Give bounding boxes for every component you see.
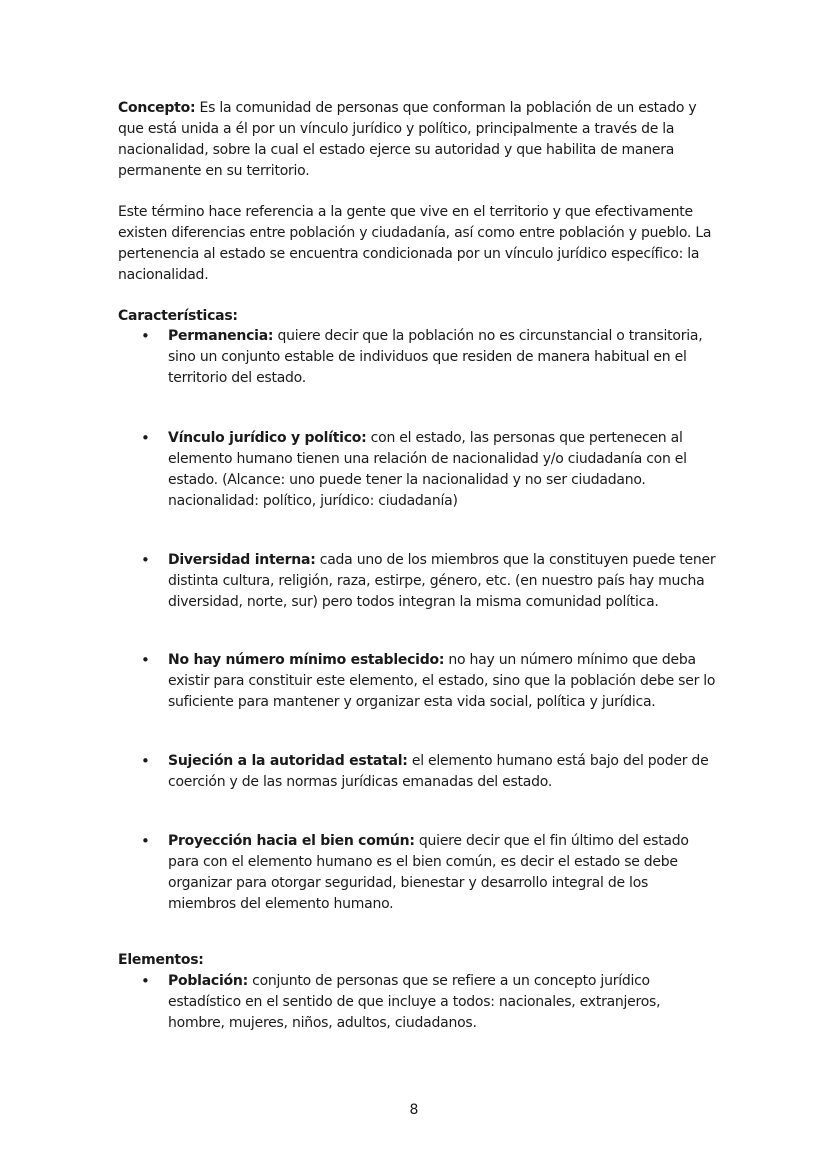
list-item-description: quiere decir que el fin último del estado para con el elemento humano es el bien común, es decir el estado se debe organizar para otorgar seguridad, bienestar y desarrollo integral de los miembros del elemento humano.	[168, 833, 689, 912]
bullet-icon: •	[141, 327, 150, 345]
list-item-text	[168, 751, 716, 793]
list-item-term: Diversidad interna:	[168, 552, 316, 568]
intro-paragraph: Este término hace referencia a la gente que vive en el territorio y que efectivamente existen diferencias entre población y ciudadanía, así como entre población y pueblo. La pertenencia al estado se encuentra condicionada por un vínculo jurídico específico: la nacionalidad.	[118, 204, 712, 283]
list-item-term: Vínculo jurídico y político:	[168, 430, 367, 446]
list-item-term: Población:	[168, 973, 248, 989]
concepto-text: Es la comunidad de personas que conforman la población de un estado y que está unida a él por un vínculo jurídico y político, principalmente a través de la nacionalidad, sobre la cual el estado ejerce su autoridad y que habilita de manera permanente en su territorio.	[118, 100, 697, 179]
list-item-term: Permanencia:	[168, 328, 274, 344]
bullet-icon: •	[141, 832, 150, 850]
list-item-description: no hay un número mínimo que deba existir para constituir este elemento, el estado, sino que la población debe ser lo suficiente para mantener y organizar esta vida social, política y jurídica.	[168, 652, 716, 710]
list-item-text	[168, 428, 716, 512]
list-item	[118, 971, 718, 1034]
list-item-description: conjunto de personas que se refiere a un concepto jurídico estadístico en el sentido de que incluye a todos: nacionales, extranjeros, hombre, mujeres, niños, adultos, ciudadanos.	[168, 973, 661, 1031]
list-item	[118, 428, 718, 512]
list-item	[118, 831, 718, 915]
bullet-icon: •	[141, 429, 150, 447]
list-item-term: No hay número mínimo establecido:	[168, 652, 445, 668]
list-item-description: cada uno de los miembros que la constituyen puede tener distinta cultura, religión, raza, estirpe, género, etc. (en nuestro país hay mucha diversidad, norte, sur) pero todos integran la misma comunidad política.	[168, 552, 716, 610]
page-number: 8	[409, 1102, 419, 1118]
list-item-text	[168, 971, 716, 1034]
concepto-label: Concepto:	[118, 100, 196, 116]
elementos-heading: Elementos:	[118, 952, 204, 968]
list-item-text	[168, 550, 716, 613]
list-item-description: quiere decir que la población no es circunstancial o transitoria, sino un conjunto estable de individuos que residen de manera habitual en el territorio del estado.	[168, 328, 703, 386]
list-item-term: Sujeción a la autoridad estatal:	[168, 753, 408, 769]
bullet-icon: •	[141, 651, 150, 669]
list-item-text	[168, 326, 716, 389]
caracteristicas-heading: Características:	[118, 308, 238, 324]
list-item-term: Proyección hacia el bien común:	[168, 833, 415, 849]
bullet-icon: •	[141, 972, 150, 990]
list-item	[118, 751, 718, 793]
list-item-description: el elemento humano está bajo del poder de coerción y de las normas jurídicas emanadas del estado.	[168, 753, 709, 790]
bullet-icon: •	[141, 752, 150, 770]
bullet-icon: •	[141, 551, 150, 569]
list-item	[118, 326, 718, 389]
list-item	[118, 650, 718, 713]
list-item-description: con el estado, las personas que pertenecen al elemento humano tienen una relación de nacionalidad y/o ciudadanía con el estado. (Alcance: uno puede tener la nacionalidad y no ser ciudadano. nacionalidad: político, jurídico: ciudadanía)	[168, 430, 687, 509]
list-item-text	[168, 650, 716, 713]
list-item	[118, 550, 718, 613]
concepto-paragraph	[118, 98, 718, 182]
list-item-text	[168, 831, 716, 915]
